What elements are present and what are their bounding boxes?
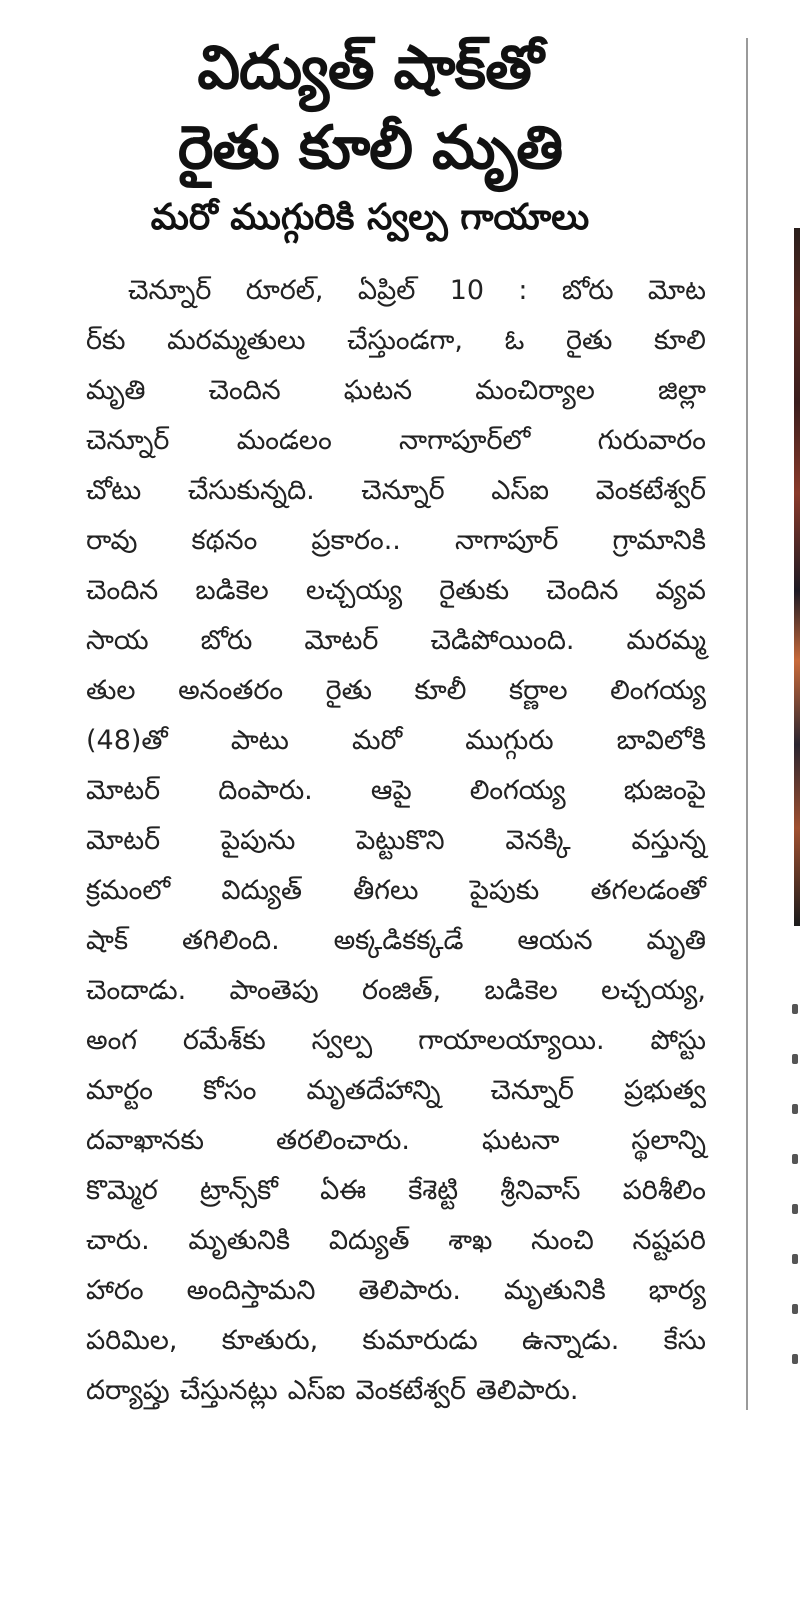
article-word: ఏప్రిల్ bbox=[357, 275, 416, 306]
article-word: రూరల్, bbox=[245, 275, 324, 306]
article-word: తుల bbox=[86, 675, 136, 706]
article-word: గురువారం bbox=[597, 425, 706, 456]
article-word: కేసు bbox=[663, 1325, 706, 1356]
article-word: ఘటన bbox=[343, 375, 413, 406]
article-word: లచ్చయ్య bbox=[305, 575, 403, 606]
cutoff-character-fragment bbox=[792, 1304, 798, 1314]
article-word: రంజిత్, bbox=[362, 975, 442, 1006]
article-line bbox=[86, 1066, 706, 1116]
article-line bbox=[86, 966, 706, 1016]
article-word: భుజంపై bbox=[623, 775, 706, 806]
article-word: గాయాలయ్యాయి. bbox=[418, 1025, 605, 1056]
article-line bbox=[86, 1116, 706, 1166]
article-word: స్థలాన్ని bbox=[631, 1125, 706, 1156]
article-word: మృతి bbox=[646, 925, 706, 956]
article-word: జిల్లా bbox=[657, 375, 706, 406]
article-word: విద్యుత్ bbox=[328, 1225, 410, 1256]
article-word: వ్యవ bbox=[655, 575, 706, 606]
article-word: చెన్నూర్ bbox=[490, 1075, 574, 1106]
article-word: పరిశీలిం bbox=[622, 1175, 706, 1206]
article-line bbox=[86, 866, 706, 916]
article-word: చెందిన bbox=[208, 375, 281, 406]
article-word: కేశెట్టి bbox=[408, 1175, 459, 1206]
article-word: ముగ్గురు bbox=[465, 725, 554, 756]
article-word: పాంతెపు bbox=[229, 975, 319, 1006]
article-word: వెంకటేశ్వర్ bbox=[595, 475, 706, 506]
article-line bbox=[86, 666, 706, 716]
article-word: భార్య bbox=[648, 1275, 706, 1306]
article-word: చెన్నూర్ bbox=[86, 425, 170, 456]
article-word: అంగ bbox=[86, 1025, 138, 1056]
article-body bbox=[86, 266, 706, 1416]
article-word: ఆపై bbox=[370, 775, 412, 806]
article-word: నుంచి bbox=[531, 1225, 594, 1256]
article-word: రైతు bbox=[566, 325, 613, 356]
article-word: ఘటనా bbox=[481, 1125, 560, 1156]
article-line bbox=[86, 716, 706, 766]
article-word: హారం bbox=[86, 1275, 144, 1306]
cutoff-character-fragment bbox=[792, 1254, 798, 1264]
article-word: దవాఖానకు bbox=[86, 1125, 204, 1156]
article-word: మృతునికి bbox=[188, 1225, 291, 1256]
article-word: రైతుకు bbox=[439, 575, 510, 606]
article-word: (48)తో bbox=[86, 725, 168, 756]
article-word: నాగాపూర్‌లో bbox=[399, 425, 531, 456]
article-word: చెన్నూర్ bbox=[361, 475, 445, 506]
article-word: పాటు bbox=[230, 725, 289, 756]
article-word: తగిలింది. bbox=[182, 925, 280, 956]
article-word: పెట్టుకొని bbox=[356, 825, 445, 856]
cutoff-character-fragment bbox=[792, 1104, 798, 1114]
article-word: మండలం bbox=[236, 425, 332, 456]
article-word: ఉన్నాడు. bbox=[521, 1325, 620, 1356]
article-line bbox=[86, 266, 706, 316]
adjacent-column-text-edge bbox=[790, 1004, 800, 1384]
article-word: చేస్తుండగా, bbox=[347, 325, 463, 356]
headline-line-2: రైతు కూలీ మృతి bbox=[177, 113, 563, 183]
article-word: ఎస్ఐ bbox=[287, 1375, 346, 1406]
column-divider bbox=[746, 38, 748, 1410]
cutoff-character-fragment bbox=[792, 1204, 798, 1214]
article-word: కూలీ bbox=[414, 675, 467, 706]
article-word: కూలి bbox=[654, 325, 706, 356]
article-line bbox=[86, 566, 706, 616]
article-word: అనంతరం bbox=[178, 675, 284, 706]
article-word: ఏఈ bbox=[320, 1175, 367, 1206]
article-word: స్వల్ప bbox=[311, 1025, 373, 1056]
cutoff-character-fragment bbox=[792, 1354, 798, 1364]
article-word: బడికెల bbox=[195, 575, 269, 606]
article-word: మోట bbox=[647, 275, 706, 306]
article-word: లచ్చయ్య, bbox=[601, 975, 706, 1006]
article-word: గ్రామానికి bbox=[612, 525, 706, 556]
article-line bbox=[86, 1016, 706, 1066]
article-line bbox=[86, 1266, 706, 1316]
article-line bbox=[86, 1166, 706, 1216]
article-word: మార్టం bbox=[86, 1075, 153, 1106]
article-word: తెలిపారు. bbox=[475, 1375, 579, 1406]
article-word: చేసుకున్నది. bbox=[187, 475, 315, 506]
article-word: తరలించారు. bbox=[275, 1125, 410, 1156]
article-line bbox=[86, 516, 706, 566]
article-word: చోటు bbox=[86, 475, 142, 506]
article-word: రైతు bbox=[325, 675, 372, 706]
article-word: దింపారు. bbox=[218, 775, 313, 806]
article-word: చేస్తునట్లు bbox=[179, 1375, 278, 1406]
article-line bbox=[86, 1216, 706, 1266]
article-word: షాక్ bbox=[86, 925, 129, 956]
article-word: తెలిపారు. bbox=[358, 1275, 461, 1306]
article-word: బోరు bbox=[200, 625, 253, 656]
article-word: వెంకటేశ్వర్ bbox=[355, 1375, 466, 1406]
article-word: ట్రాన్స్‌కో bbox=[199, 1175, 278, 1206]
article-word: మోటర్ bbox=[86, 825, 161, 856]
article-word: నష్టపరి bbox=[632, 1225, 706, 1256]
article-word: మంచిర్యాల bbox=[475, 375, 595, 406]
article-word: బోరు bbox=[561, 275, 614, 306]
headline-line-1: విద్యుత్ షాక్‌తో bbox=[197, 33, 543, 103]
article-word: పోస్టు bbox=[650, 1025, 706, 1056]
article-word: చెడిపోయింది. bbox=[430, 625, 575, 656]
article-word: నాగాపూర్ bbox=[454, 525, 559, 556]
article-word: కథనం bbox=[191, 525, 258, 556]
article-word: వస్తున్న bbox=[631, 825, 706, 856]
article-line bbox=[86, 316, 706, 366]
article-word: : bbox=[518, 275, 528, 306]
article-word: అందిస్తామని bbox=[186, 1275, 316, 1306]
article-word: ప్రభుత్వ bbox=[623, 1075, 706, 1106]
article-line bbox=[86, 916, 706, 966]
article-word: తగలడంతో bbox=[590, 875, 706, 906]
article-word: కొమ్మెర bbox=[86, 1175, 158, 1206]
adjacent-photo-edge bbox=[794, 228, 800, 926]
article-word: చెందిన bbox=[546, 575, 619, 606]
article-line bbox=[86, 416, 706, 466]
article-word: ఎస్ఐ bbox=[491, 475, 550, 506]
article-word: దర్యాప్తు bbox=[86, 1375, 170, 1406]
article-word: ర్‌కు bbox=[86, 325, 126, 356]
article-line bbox=[86, 366, 706, 416]
article-line bbox=[86, 1366, 706, 1416]
article-word: బడికెల bbox=[484, 975, 558, 1006]
article-word: మోటర్ bbox=[86, 775, 161, 806]
article-word: లింగయ్య bbox=[469, 775, 566, 806]
article-word: శాఖ bbox=[448, 1225, 493, 1256]
article-word: కర్ణాల bbox=[509, 675, 568, 706]
article-line bbox=[86, 616, 706, 666]
article-word: రావు bbox=[86, 525, 138, 556]
cutoff-character-fragment bbox=[792, 1054, 798, 1064]
article-word: క్రమంలో bbox=[86, 875, 171, 906]
article-word: మరమ్మతులు bbox=[167, 325, 306, 356]
article-word: ఆయన bbox=[517, 925, 593, 956]
article-line bbox=[86, 466, 706, 516]
article-word: పరిమిల, bbox=[86, 1325, 178, 1356]
article-word: మరో bbox=[351, 725, 403, 756]
article-word: 10 bbox=[449, 275, 485, 306]
article-word: ప్రకారం.. bbox=[311, 525, 401, 556]
cutoff-character-fragment bbox=[792, 1154, 798, 1164]
article-word: చెన్నూర్ bbox=[128, 275, 212, 306]
article-word: కుమారుడు bbox=[362, 1325, 478, 1356]
article-word: వెనక్కి bbox=[505, 825, 571, 856]
article-word: తీగలు bbox=[353, 875, 419, 906]
article-word: అక్కడికక్కడే bbox=[333, 925, 464, 956]
article-word: మృతదేహాన్ని bbox=[306, 1075, 441, 1106]
article-line bbox=[86, 1316, 706, 1366]
article-word: కోసం bbox=[202, 1075, 257, 1106]
article-word: బావిలోకి bbox=[616, 725, 706, 756]
article-word: చారు. bbox=[86, 1225, 150, 1256]
article-word: పైపుకు bbox=[469, 875, 540, 906]
cutoff-character-fragment bbox=[792, 1004, 798, 1014]
article-word: మోటర్ bbox=[304, 625, 379, 656]
article-word: కూతురు, bbox=[221, 1325, 319, 1356]
article-word: పైపును bbox=[220, 825, 296, 856]
article-word: చెందిన bbox=[86, 575, 159, 606]
subheadline: మరో ముగ్గురికి స్వల్ప గాయాలు bbox=[150, 197, 590, 238]
article-line bbox=[86, 816, 706, 866]
article-word: మృతునికి bbox=[503, 1275, 606, 1306]
article-word: ఓ bbox=[504, 325, 525, 356]
article-word: లింగయ్య bbox=[610, 675, 706, 706]
article-word: శ్రీనివాస్ bbox=[500, 1175, 581, 1206]
article-word: మరమ్మ bbox=[626, 625, 706, 656]
article-word: చెందాడు. bbox=[86, 975, 187, 1006]
article-word: సాయ bbox=[86, 625, 149, 656]
article-word: విద్యుత్ bbox=[221, 875, 302, 906]
article-word: మృతి bbox=[86, 375, 146, 406]
article-word: రమేశ్‌కు bbox=[182, 1025, 266, 1056]
article-line bbox=[86, 766, 706, 816]
